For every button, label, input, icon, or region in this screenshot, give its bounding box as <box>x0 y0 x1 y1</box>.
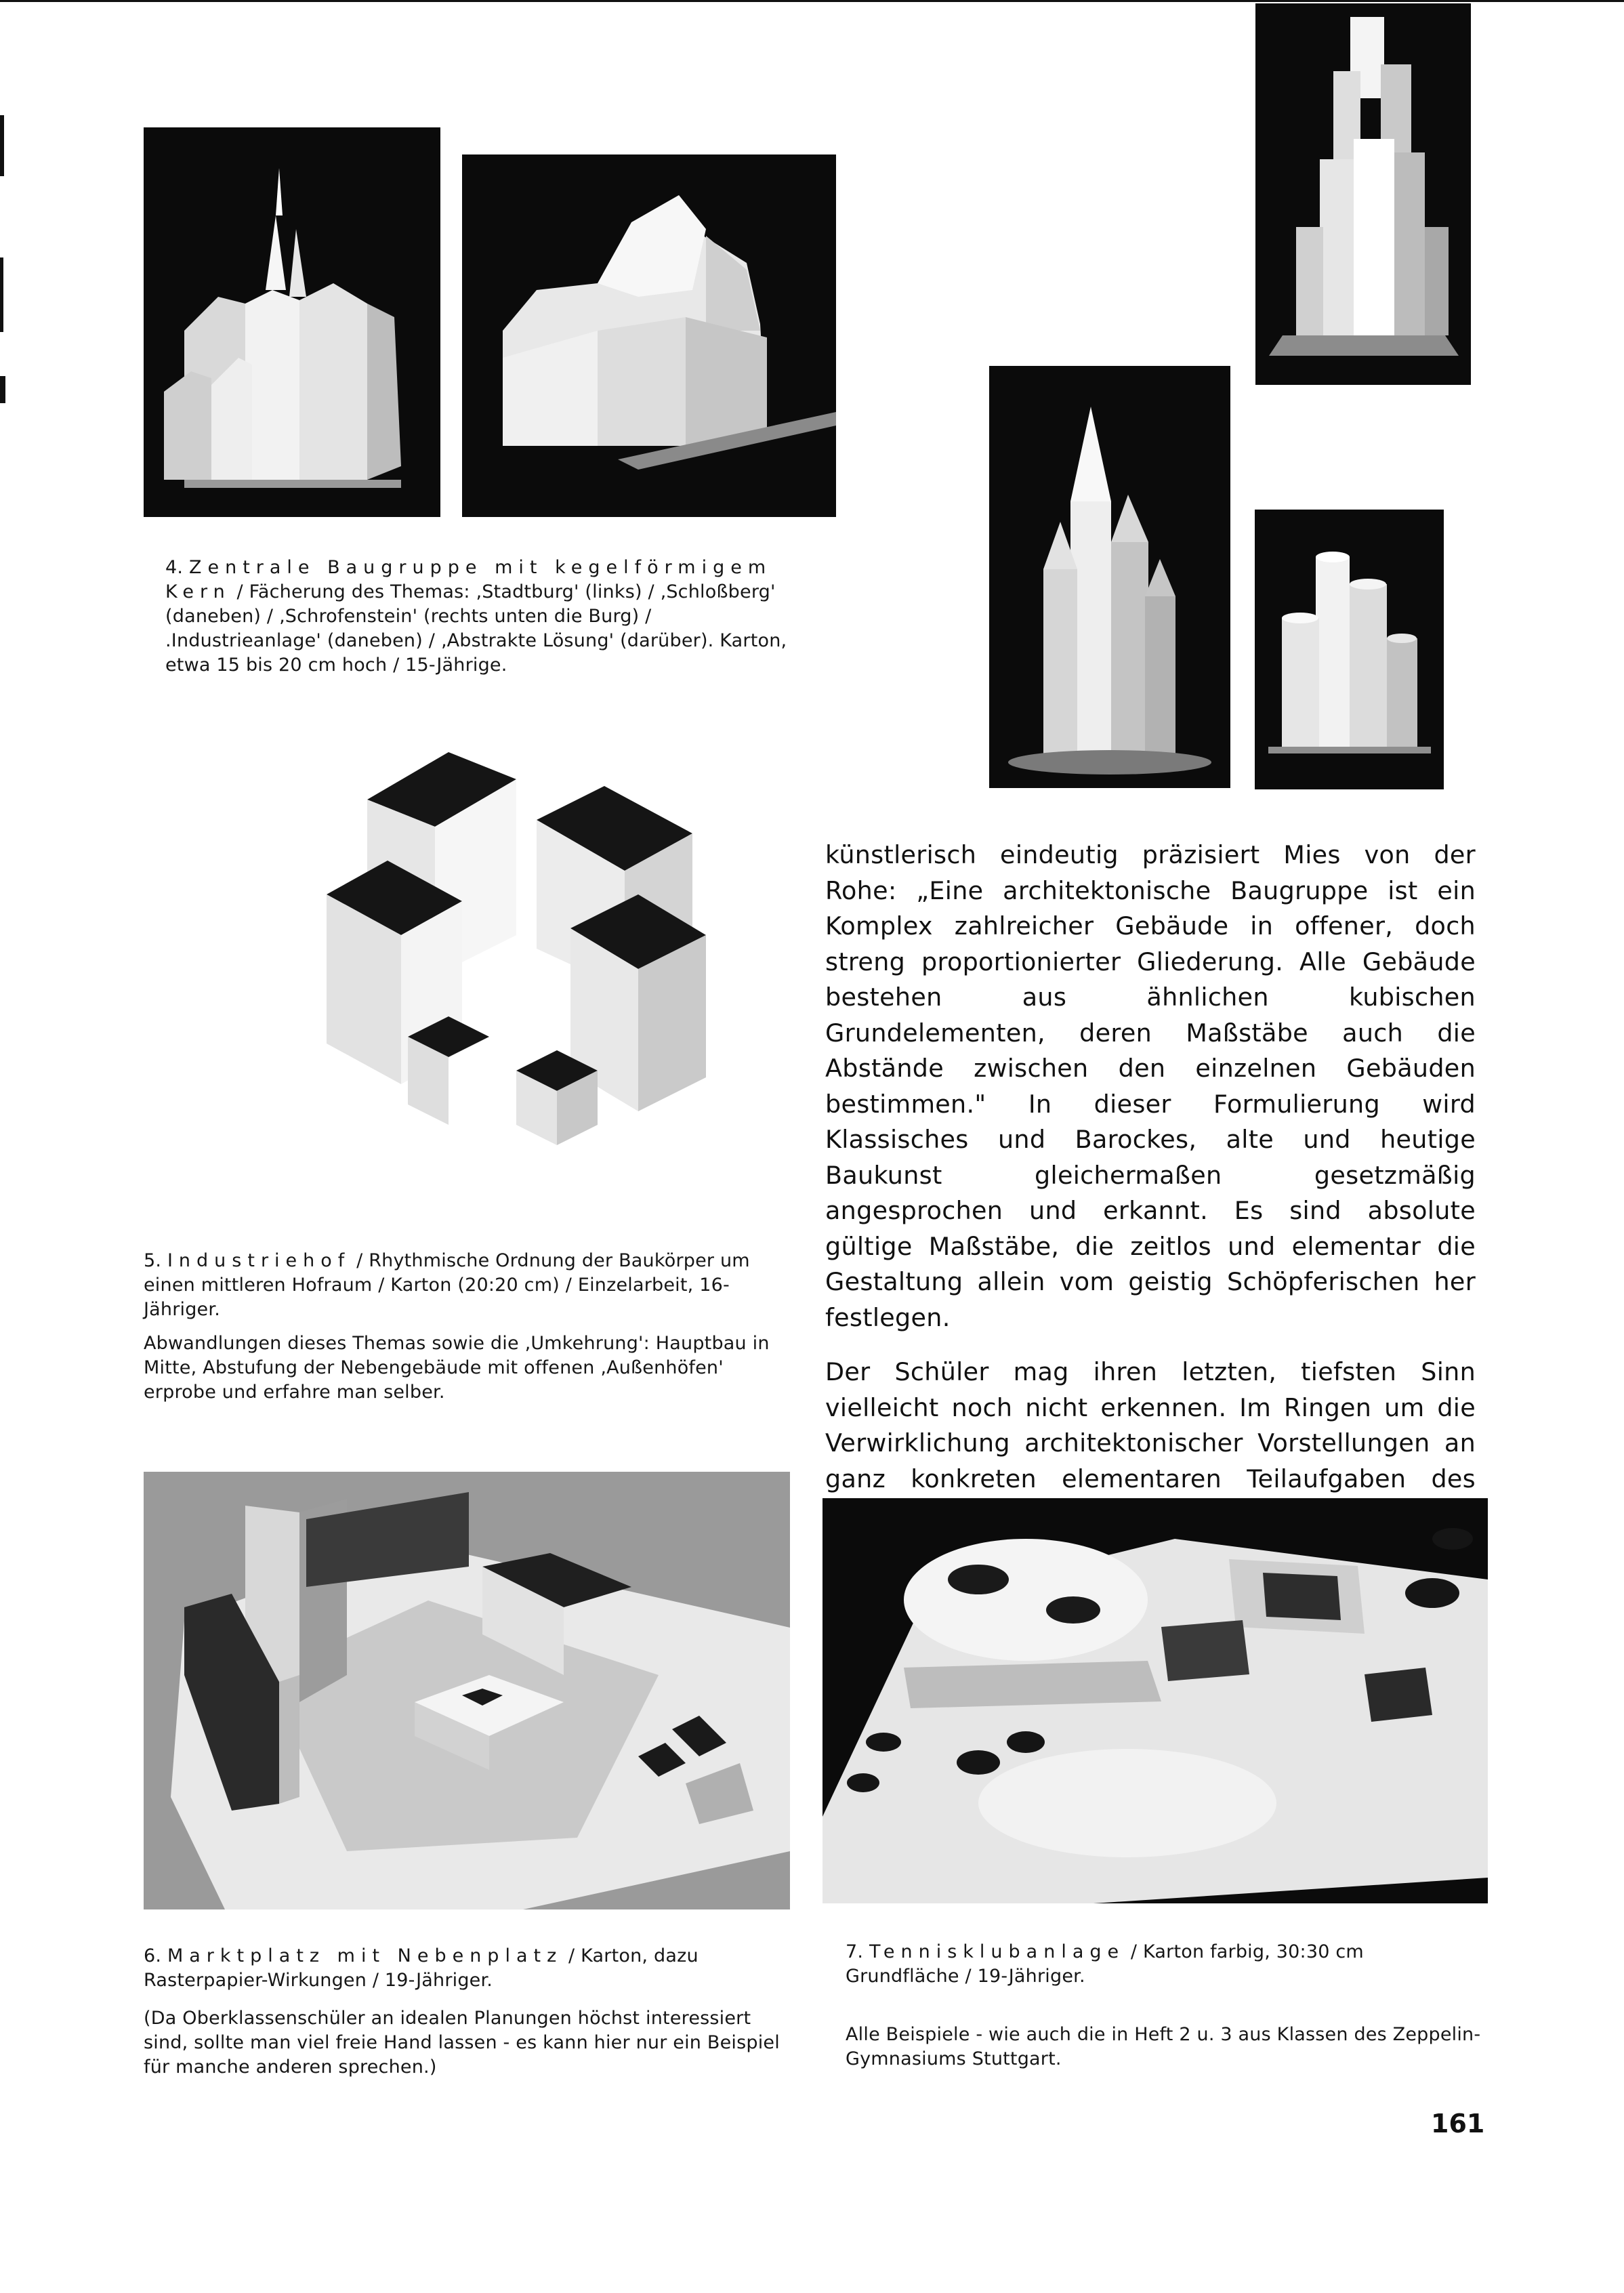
figure-number: 7. <box>846 1941 864 1962</box>
figure-title: Zentrale Baugruppe mit kegelförmigem Kern <box>165 557 772 602</box>
figure-number: 4. <box>165 557 184 578</box>
caption-figure-4 <box>165 556 790 678</box>
figure-note: Abwandlungen dieses Themas sowie die ‚Umkehrung': Hauptbau in Mitte, Abstufung der Nebengebäude mit offenen ‚Außenhöfen' erprobe und erfahre man selber. <box>144 1333 770 1403</box>
figure-number: 5. <box>144 1250 162 1271</box>
figure-title: Tennisklubanlage <box>869 1941 1125 1962</box>
scan-edge-mark <box>0 376 5 403</box>
figure-title: Marktplatz mit Nebenplatz <box>167 1945 563 1966</box>
photo-industriehof-model <box>313 732 774 1160</box>
figure-caption-text: / Karton, dazu Rasterpapier-Wirkungen / 19-Jähriger. <box>144 1945 699 1991</box>
caption-figure-6 <box>144 1944 791 2080</box>
figure-caption-text: / Rhythmische Ordnung der Baukörper um einen mittleren Hofraum / Karton (20:20 cm) / Einzelarbeit, 16-Jähriger. <box>144 1250 750 1320</box>
photo-schrofenstein-model <box>989 366 1230 788</box>
caption-figure-5 <box>144 1249 791 1405</box>
photo-abstrakte-loesung-model <box>1255 3 1471 385</box>
scan-edge-mark <box>0 0 1624 2</box>
photo-marktplatz-model <box>144 1472 790 1909</box>
figure-caption-text: / Fächerung des Themas: ‚Stadtburg' (links) / ‚Schloßberg' (daneben) / ‚Schrofenstein' (rechts unten die Burg) / .Industrieanlage' (daneben) / ‚Abstrakte Lösung' (darüber). Karton, etwa 15 bis 20 cm hoch / 15-Jährige. <box>165 581 787 676</box>
figure-title: Industriehof <box>167 1250 351 1271</box>
caption-figure-7 <box>846 1940 1482 2071</box>
photo-schlossberg-model <box>462 154 836 517</box>
article-body <box>825 838 1476 1587</box>
photo-industrieanlage-model <box>1255 510 1444 789</box>
figure-note: (Da Oberklassenschüler an idealen Planungen höchst interessiert sind, sollte man viel freie Hand lassen - es kann hier nur ein Beispiel für manche anderen sprechen.) <box>144 2008 780 2078</box>
photo-tennisklubanlage-model <box>823 1498 1488 1903</box>
figure-caption-text: / Karton farbig, 30:30 cm Grundfläche / 19-Jähriger. <box>846 1941 1364 1987</box>
figure-note: Alle Beispiele - wie auch die in Heft 2 u. 3 aus Klassen des Zeppelin-Gymnasiums Stuttgart. <box>846 2024 1481 2069</box>
photo-stadtburg-model <box>144 127 440 517</box>
body-paragraph: Der Schüler mag ihren letzten, tiefsten Sinn vielleicht noch nicht erkennen. Im Ringen um die Verwirklichung architektonischer Vorstellungen an ganz konkreten elementaren Teilaufgaben des <box>825 1357 1476 1493</box>
page-number: 161 <box>1431 2109 1485 2139</box>
body-paragraph: künstlerisch eindeutig präzisiert Mies von der Rohe: „Eine architektonische Baugruppe ist ein Komplex zahlreicher Gebäude in offener, doch streng proportionierter Gliederung. Alle Gebäude bestehen aus ähnlichen kubischen Grundelementen, deren Maßstäbe auch die Abstände zwischen den einzelnen Gebäuden bestimmen." In dieser Formulierung wird Klassisches und Barockes, alte und heutige Baukunst gleichermaßen gesetzmäßig angesprochen und erkannt. Es sind absolute gültige Maßstäbe, die zeitlos und elementar die Gestaltung allein vom geistig Schöpferischen her festlegen. <box>825 840 1476 1332</box>
scan-edge-mark <box>0 115 4 176</box>
figure-number: 6. <box>144 1945 162 1966</box>
scan-edge-mark <box>0 257 3 332</box>
